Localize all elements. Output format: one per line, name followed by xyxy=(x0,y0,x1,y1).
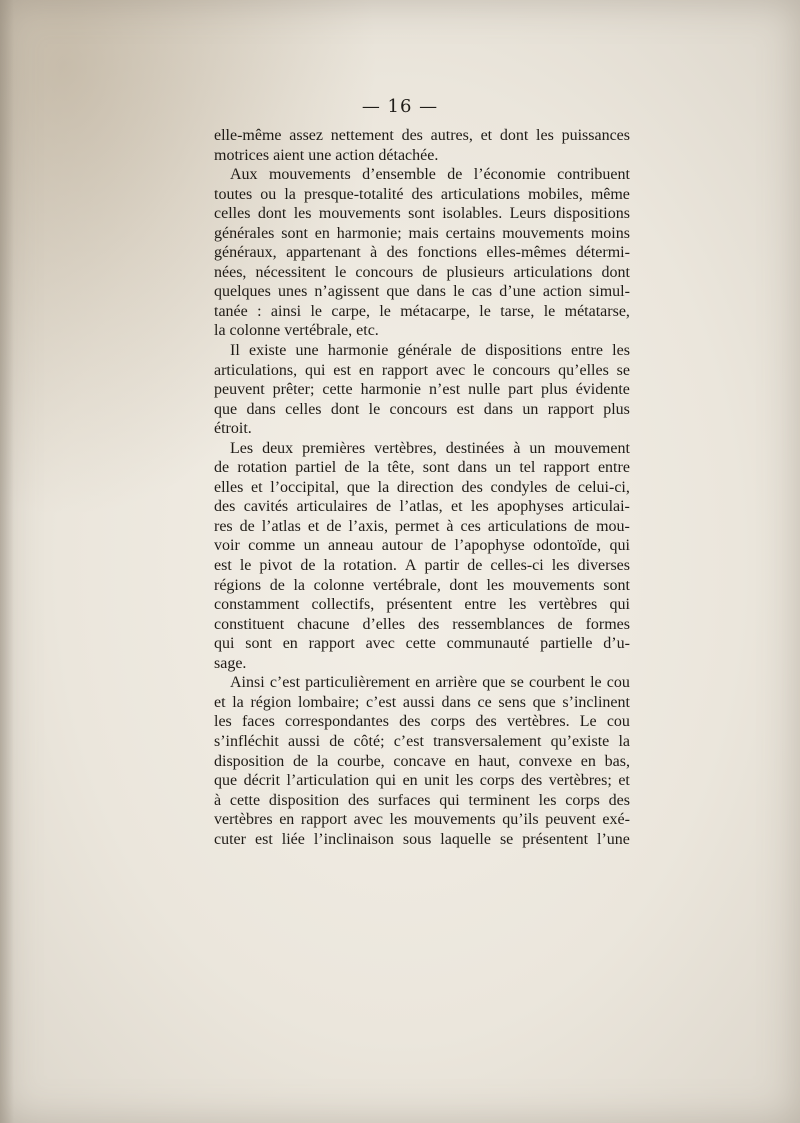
text-line: peuvent prêter; cette harmonie n’est nulle part plus évidente xyxy=(214,381,630,399)
text-line: Les deux premières vertèbres, destinées à un mouvement xyxy=(230,439,630,457)
text-line: Aux mouvements d’ensemble de l’économie contribuent xyxy=(230,166,630,184)
page-gutter-shadow xyxy=(0,0,14,1123)
text-line: généraux, appartenant à des fonctions elles-mêmes détermi- xyxy=(214,244,630,262)
text-line: cuter est liée l’inclinaison sous laquelle se présentent l’une xyxy=(214,830,630,848)
text-line: res de l’atlas et de l’axis, permet à ces articulations de mou- xyxy=(214,517,630,535)
text-line: voir comme un anneau autour de l’apophyse odontoïde, qui xyxy=(214,537,630,555)
text-line: nées, nécessitent le concours de plusieurs articulations dont xyxy=(214,263,630,281)
text-line: tanée : ainsi le carpe, le métacarpe, le tarse, le métatarse, xyxy=(214,302,630,320)
text-line: étroit. xyxy=(214,420,252,438)
text-line: de rotation partiel de la tête, sont dans un tel rapport entre xyxy=(214,459,630,477)
text-line: constituent chacune d’elles des ressemblances de formes xyxy=(214,615,630,633)
page-number: — 16 — xyxy=(361,96,439,117)
text-line: générales sont en harmonie; mais certains mouvements moins xyxy=(214,224,630,242)
text-line: est le pivot de la rotation. A partir de celles-ci les diverses xyxy=(214,557,630,575)
text-line: constamment collectifs, présentent entre les vertèbres qui xyxy=(214,596,630,614)
text-line: et la région lombaire; c’est aussi dans ce sens que s’inclinent xyxy=(214,693,630,711)
text-line: vertèbres en rapport avec les mouvements qu’ils peuvent exé- xyxy=(214,811,630,829)
text-line: motrices aient une action détachée. xyxy=(214,146,439,164)
text-line: Ainsi c’est particulièrement en arrière que se courbent le cou xyxy=(230,674,630,692)
text-line: que dans celles dont le concours est dans un rapport plus xyxy=(214,400,630,418)
text-line: sage. xyxy=(214,654,247,672)
text-line: la colonne vertébrale, etc. xyxy=(214,322,379,340)
text-line: régions de la colonne vertébrale, dont les mouvements sont xyxy=(214,576,630,594)
text-line: quelques unes n’agissent que dans le cas d’une action simul- xyxy=(214,283,630,301)
text-line: que décrit l’articulation qui en unit les corps des vertèbres; et xyxy=(214,772,630,790)
text-line: celles dont les mouvements sont isolables. Leurs dispositions xyxy=(214,205,630,223)
text-line: elle-même assez nettement des autres, et dont les puissances xyxy=(214,127,630,144)
text-line: articulations, qui est en rapport avec le concours qu’elles se xyxy=(214,361,630,379)
text-line: les faces correspondantes des corps des vertèbres. Le cou xyxy=(214,713,630,731)
text-line: s’infléchit aussi de côté; c’est transversalement qu’existe la xyxy=(214,732,630,750)
text-line: disposition de la courbe, concave en haut, convexe en bas, xyxy=(214,752,630,770)
text-line: qui sont en rapport avec cette communauté partielle d’u- xyxy=(214,635,630,653)
text-line: des cavités articulaires de l’atlas, et les apophyses articulai- xyxy=(214,498,630,516)
text-line: toutes ou la presque-totalité des articulations mobiles, même xyxy=(214,185,630,203)
body-text xyxy=(214,126,630,849)
text-line: elles et l’occipital, que la direction des condyles de celui-ci, xyxy=(214,478,630,496)
text-line: Il existe une harmonie générale de dispositions entre les xyxy=(230,342,630,360)
text-line: à cette disposition des surfaces qui terminent les corps des xyxy=(214,791,630,809)
